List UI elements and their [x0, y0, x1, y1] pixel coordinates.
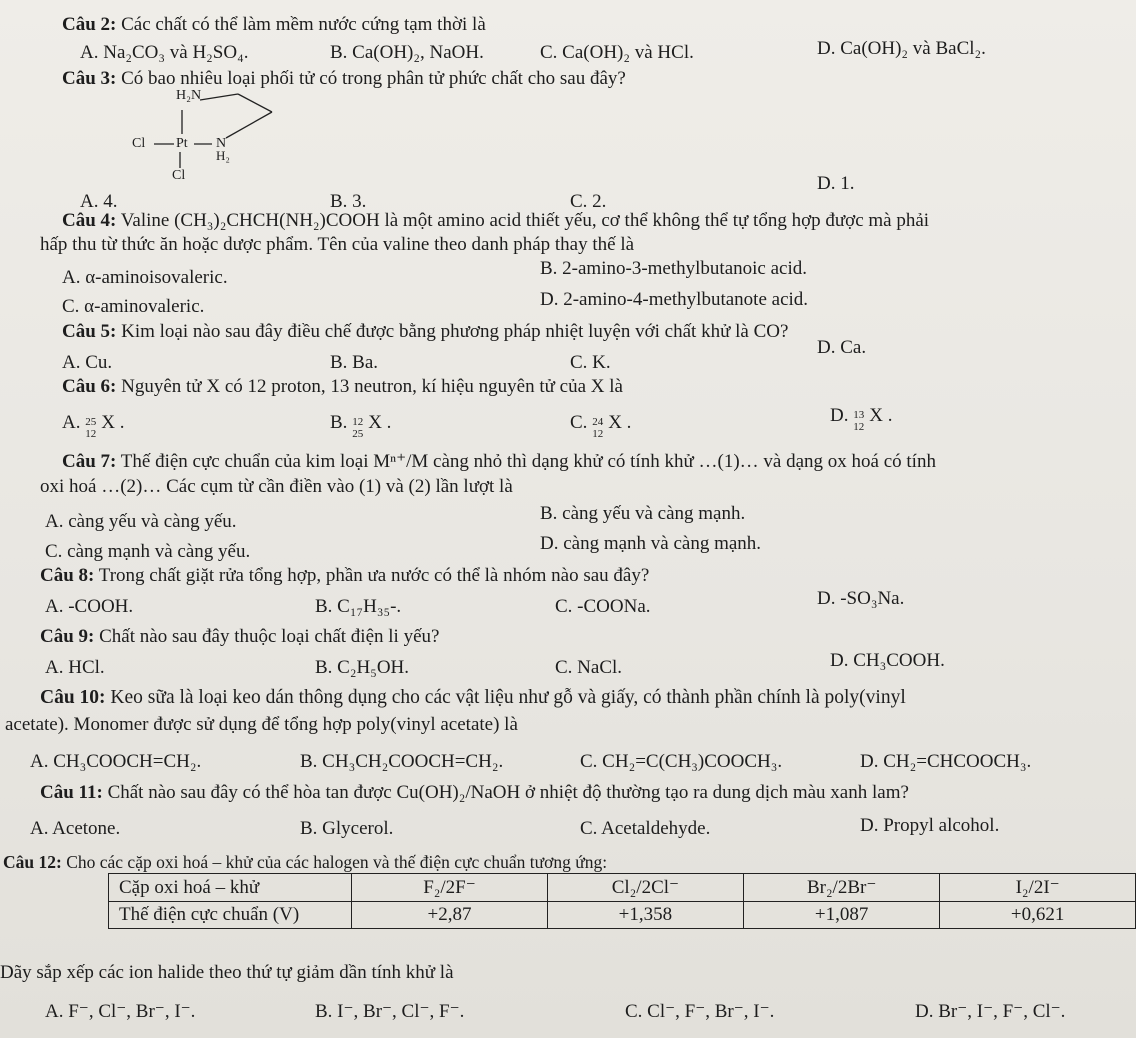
q11-option-a[interactable]: A. Acetone.: [30, 818, 121, 839]
q6-b-label: B.: [330, 412, 348, 433]
q10-option-b[interactable]: B. CH₃CH₂COOCH=CH₂.: [300, 751, 504, 772]
q4-option-a[interactable]: A. α-aminoisovaleric.: [62, 267, 228, 288]
q4-stem: Câu 4: Valine (CH₃)₂CHCH(NH₂)COOH là một amino acid thiết yếu, cơ thể không thể tự tổng hợp được mà phải: [62, 210, 930, 231]
q6-c-symbol: X .: [608, 412, 632, 433]
q7-option-a[interactable]: A. càng yếu và càng yếu.: [45, 511, 237, 532]
q6-option-b[interactable]: [330, 412, 392, 440]
standard-potential-table: [108, 873, 1136, 929]
q7-option-c[interactable]: C. càng mạnh và càng yếu.: [45, 541, 251, 562]
chloride-left: Cl: [132, 136, 146, 151]
h2n-group: H₂N: [176, 88, 202, 103]
q5-option-a[interactable]: A. Cu.: [62, 352, 113, 373]
q6-a-isotope: [85, 413, 101, 440]
q2-option-b[interactable]: B. Ca(OH)₂, NaOH.: [330, 42, 484, 63]
potential-cl: +1,358: [547, 902, 743, 929]
q6-d-number: 12: [853, 420, 865, 433]
question-number: Câu 8:: [40, 565, 95, 586]
potential-header: Thế điện cực chuẩn (V): [109, 902, 352, 929]
q9-stem: Câu 9: Chất nào sau đây thuộc loại chất điện li yếu?: [40, 626, 440, 647]
pair-br: Br₂/2Br⁻: [744, 874, 940, 902]
question-number: Câu 12:: [3, 852, 62, 872]
question-number: Câu 4:: [62, 210, 117, 231]
q6-option-a[interactable]: [62, 412, 125, 440]
question-number: Câu 5:: [62, 321, 117, 342]
q2-option-a[interactable]: A. Na₂CO₃ và H₂SO₄.: [80, 42, 249, 63]
complex-bonds: [120, 82, 300, 182]
q6-a-mass: 25: [85, 415, 97, 428]
q6-c-number: 12: [592, 427, 604, 440]
q9-option-b[interactable]: B. C₂H₅OH.: [315, 657, 410, 678]
q4-option-d[interactable]: D. 2-amino-4-methylbutanote acid.: [540, 289, 809, 310]
q8-option-a[interactable]: A. -COOH.: [45, 596, 134, 617]
q2-stem: Câu 2: Các chất có thể làm mềm nước cứng tạm thời là: [62, 14, 486, 35]
question-number: Câu 11:: [40, 782, 103, 803]
q8-option-b[interactable]: B. C₁₇H₃₅-.: [315, 596, 402, 617]
q6-d-isotope: [853, 406, 869, 433]
q5-stem: Câu 5: Kim loại nào sau đây điều chế được bằng phương pháp nhiệt luyện với chất khử là CO?: [62, 321, 789, 342]
q6-a-number: 12: [85, 427, 97, 440]
pair-i: I₂/2I⁻: [940, 874, 1136, 902]
question-number: Câu 6:: [62, 376, 117, 397]
question-number: Câu 2:: [62, 14, 117, 35]
q10-option-c[interactable]: C. CH₂=C(CH₃)COOCH₃.: [580, 751, 783, 772]
pair-header: Cặp oxi hoá – khử: [109, 874, 352, 902]
question-number: Câu 10:: [40, 687, 106, 708]
platinum-complex-structure: [120, 82, 300, 182]
q6-c-label: C.: [570, 412, 588, 433]
q12-option-b[interactable]: B. I⁻, Br⁻, Cl⁻, F⁻.: [315, 1001, 465, 1022]
q3-option-d[interactable]: D. 1.: [817, 173, 855, 194]
q2-option-d[interactable]: D. Ca(OH)₂ và BaCl₂.: [817, 38, 986, 59]
potential-i: +0,621: [940, 902, 1136, 929]
q7-option-b[interactable]: B. càng yếu và càng mạnh.: [540, 503, 746, 524]
q6-d-label: D.: [830, 405, 849, 426]
q3-option-a[interactable]: A. 4.: [80, 191, 118, 212]
nh2-hydrogens: H₂: [216, 148, 230, 163]
q3-option-c[interactable]: C. 2.: [570, 191, 607, 212]
q12-option-c[interactable]: C. Cl⁻, F⁻, Br⁻, I⁻.: [625, 1001, 775, 1022]
q11-option-c[interactable]: C. Acetaldehyde.: [580, 818, 711, 839]
q12-stem-cont: Dãy sắp xếp các ion halide theo thứ tự giảm dần tính khử là: [0, 962, 454, 983]
q9-option-a[interactable]: A. HCl.: [45, 657, 105, 678]
q6-option-c[interactable]: [570, 412, 632, 440]
chloride-bottom: Cl: [172, 168, 186, 183]
q7-stem-cont: oxi hoá …(2)… Các cụm từ cần điền vào (1) và (2) lần lượt là: [40, 476, 513, 497]
question-number: Câu 9:: [40, 626, 95, 647]
q8-option-c[interactable]: C. -COONa.: [555, 596, 651, 617]
q6-b-symbol: X .: [368, 412, 392, 433]
q9-option-d[interactable]: D. CH₃COOH.: [830, 650, 945, 671]
q11-option-d[interactable]: D. Propyl alcohol.: [860, 815, 1000, 836]
q6-option-d[interactable]: [830, 405, 893, 433]
q4-option-c[interactable]: C. α-aminovaleric.: [62, 296, 205, 317]
nitrogen-atom: N: [216, 136, 227, 151]
q6-stem: Câu 6: Nguyên tử X có 12 proton, 13 neutron, kí hiệu nguyên tử của X là: [62, 376, 623, 397]
q10-stem-cont: acetate). Monomer được sử dụng để tổng hợp poly(vinyl acetate) là: [5, 714, 518, 735]
potential-br: +1,087: [744, 902, 940, 929]
q2-option-c[interactable]: C. Ca(OH)₂ và HCl.: [540, 42, 694, 63]
q6-d-mass: 13: [853, 408, 865, 421]
q5-option-b[interactable]: B. Ba.: [330, 352, 379, 373]
q7-option-d[interactable]: D. càng mạnh và càng mạnh.: [540, 533, 762, 554]
q6-b-mass: 12: [352, 415, 364, 428]
q12-stem: Câu 12: Cho các cặp oxi hoá – khử của các halogen và thế điện cực chuẩn tương ứng:: [3, 852, 608, 872]
q6-c-isotope: [592, 413, 608, 440]
q10-stem: Câu 10: Keo sữa là loại keo dán thông dụng cho các vật liệu như gỗ và giấy, có thành phần chính là poly(vinyl: [40, 687, 906, 708]
potential-f: +2,87: [352, 902, 548, 929]
q3-option-b[interactable]: B. 3.: [330, 191, 367, 212]
q9-option-c[interactable]: C. NaCl.: [555, 657, 623, 678]
q8-option-d[interactable]: D. -SO₃Na.: [817, 588, 905, 609]
q6-d-symbol: X .: [869, 405, 893, 426]
question-number: Câu 3:: [62, 68, 117, 89]
q4-option-b[interactable]: B. 2-amino-3-methylbutanoic acid.: [540, 258, 807, 279]
q11-stem: Câu 11: Chất nào sau đây có thể hòa tan được Cu(OH)₂/NaOH ở nhiệt độ thường tạo ra dung dịch màu xanh lam?: [40, 782, 909, 803]
q6-a-label: A.: [62, 412, 81, 433]
q7-stem: Câu 7: Thế điện cực chuẩn của kim loại Mⁿ⁺/M càng nhỏ thì dạng khử có tính khử …(1)… và dạng ox hoá có tính: [62, 451, 936, 472]
q6-c-mass: 24: [592, 415, 604, 428]
q6-b-number: 25: [352, 427, 364, 440]
table-row-potentials: [109, 902, 1136, 929]
q11-option-b[interactable]: B. Glycerol.: [300, 818, 394, 839]
q10-option-d[interactable]: D. CH₂=CHCOOCH₃.: [860, 751, 1032, 772]
question-number: Câu 7:: [62, 451, 117, 472]
q10-option-a[interactable]: A. CH₃COOCH=CH₂.: [30, 751, 202, 772]
pair-f: F₂/2F⁻: [352, 874, 548, 902]
q3-stem: Câu 3: Có bao nhiêu loại phối tử có trong phân tử phức chất cho sau đây?: [62, 68, 626, 89]
q8-stem: Câu 8: Trong chất giặt rửa tổng hợp, phần ưa nước có thể là nhóm nào sau đây?: [40, 565, 650, 586]
q12-option-d[interactable]: D. Br⁻, I⁻, F⁻, Cl⁻.: [915, 1001, 1066, 1022]
platinum-atom: Pt: [176, 136, 188, 151]
q4-stem-cont: hấp thu từ thức ăn hoặc dược phẩm. Tên của valine theo danh pháp thay thế là: [40, 234, 635, 255]
q12-option-a[interactable]: A. F⁻, Cl⁻, Br⁻, I⁻.: [45, 1001, 196, 1022]
table-row-pairs: [109, 874, 1136, 902]
q5-option-d[interactable]: D. Ca.: [817, 337, 867, 358]
q6-b-isotope: [352, 413, 368, 440]
q5-option-c[interactable]: C. K.: [570, 352, 611, 373]
q6-a-symbol: X .: [101, 412, 125, 433]
pair-cl: Cl₂/2Cl⁻: [547, 874, 743, 902]
